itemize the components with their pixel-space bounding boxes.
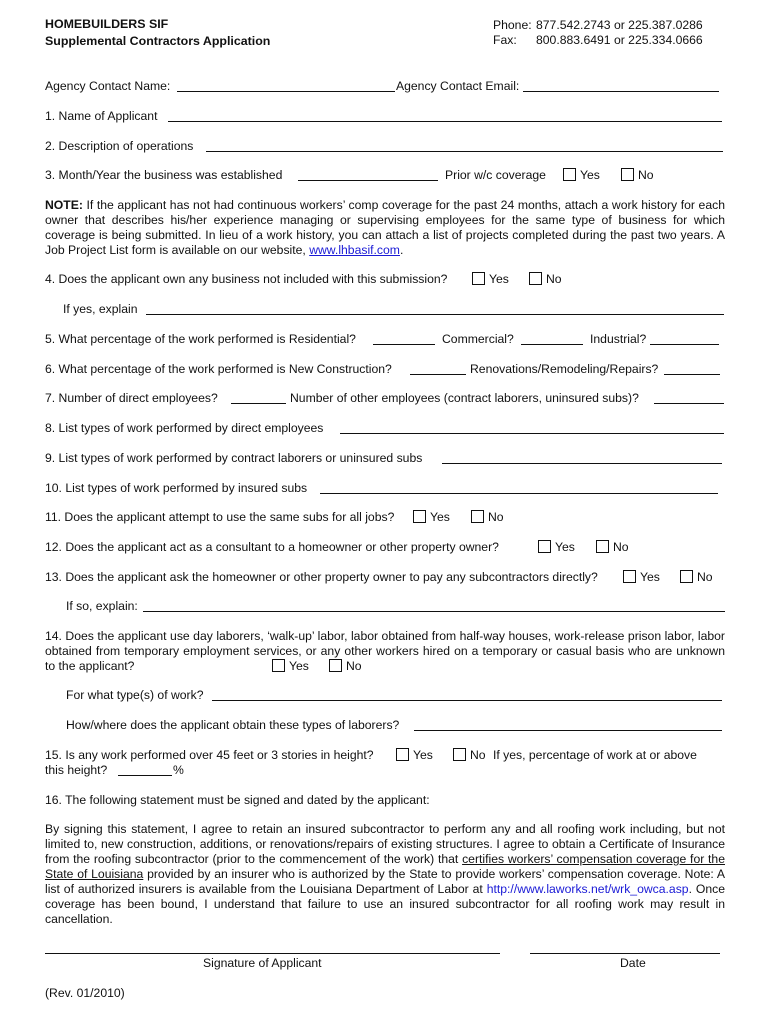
- q11-yes-checkbox[interactable]: [413, 510, 426, 523]
- q6-new-construction-field[interactable]: [410, 374, 466, 375]
- q13-yes-checkbox[interactable]: [623, 570, 636, 583]
- q10-field[interactable]: [320, 493, 718, 494]
- q7-other-employees-label: Number of other employees (contract laborers, uninsured subs)?: [290, 391, 639, 405]
- q3-no-option[interactable]: No: [621, 168, 654, 182]
- q9-field[interactable]: [442, 463, 722, 464]
- q8-field[interactable]: [340, 433, 724, 434]
- q2-label: 2. Description of operations: [45, 139, 194, 153]
- q5-residential-field[interactable]: [373, 344, 435, 345]
- q13-label: 13. Does the applicant ask the homeowner or other property owner to pay any subcontractors directly?: [45, 570, 598, 584]
- q6-renovations-field[interactable]: [664, 374, 720, 375]
- q4-yes-checkbox[interactable]: [472, 272, 485, 285]
- phone-label: Phone:: [493, 18, 532, 32]
- note-paragraph: NOTE: If the applicant has not had continuous workers’ comp coverage for the past 24 months, attach a work history for each owner that describes his/her experience managing or supervising employees for the same type of business for which coverage is being submitted. In lieu of a work history, you can attach a list of projects completed during the past two years. A Job Project List form is available on our website, www.lhbasif.com.: [45, 198, 725, 257]
- q14-no-checkbox[interactable]: [329, 659, 342, 672]
- q5-label: 5. What percentage of the work performed is Residential?: [45, 332, 356, 346]
- date-field[interactable]: [530, 953, 720, 954]
- q12-yes-checkbox[interactable]: [538, 540, 551, 553]
- phone-value: 877.542.2743 or 225.387.0286: [536, 18, 703, 32]
- q4-no-checkbox[interactable]: [529, 272, 542, 285]
- q11-no-option[interactable]: No: [471, 510, 504, 524]
- q3-established-field[interactable]: [298, 180, 438, 181]
- q12-yes-option[interactable]: Yes: [538, 540, 575, 554]
- statement-paragraph: By signing this statement, I agree to retain an insured subcontractor to perform any and all roofing work including, but not limited to, new construction, additions, or renovations/repairs of existing structures. I agree to obtain a Certificate of Insurance from the roofing subcontractor (prior to the commencement of the work) that certifies workers’ compensation coverage for the State of Louisiana provided by an insurer who is authorized by the State to provide workers’ compensation coverage. Note: A list of authorized insurers is available from the Louisiana Department of Labor at http://www.laworks.net/wrk_owca.asp. Once coverage has been bound, I understand that failure to use an insured subcontractor for all roofing work may result in cancellation.: [45, 822, 726, 926]
- revision-label: (Rev. 01/2010): [45, 986, 125, 1000]
- q15-percent-sign: %: [173, 763, 184, 777]
- q8-label: 8. List types of work performed by direct employees: [45, 421, 324, 435]
- q14-what-type-label: For what type(s) of work?: [66, 688, 204, 702]
- signature-field[interactable]: [45, 953, 500, 954]
- agency-contact-email-field[interactable]: [523, 91, 719, 92]
- note-label: NOTE:: [45, 198, 83, 212]
- q5-commercial-label: Commercial?: [442, 332, 514, 346]
- q10-label: 10. List types of work performed by insured subs: [45, 481, 308, 495]
- q15-this-height-label: this height?: [45, 763, 108, 777]
- q14-yes-checkbox[interactable]: [272, 659, 285, 672]
- q6-label: 6. What percentage of the work performed is New Construction?: [45, 362, 392, 376]
- website-link[interactable]: www.lhbasif.com: [309, 243, 400, 257]
- q15-yes-checkbox[interactable]: [396, 748, 409, 761]
- laworks-link[interactable]: http://www.laworks.net/wrk_owca.asp: [486, 882, 689, 896]
- q12-no-checkbox[interactable]: [596, 540, 609, 553]
- q4-explain-field[interactable]: [146, 314, 724, 315]
- q14-what-type-field[interactable]: [212, 700, 722, 701]
- q3-yes-checkbox[interactable]: [563, 168, 576, 181]
- q4-no-option[interactable]: No: [529, 272, 562, 286]
- q4-yes-option[interactable]: Yes: [472, 272, 509, 286]
- q13-yes-option[interactable]: Yes: [623, 570, 660, 584]
- q3-label: 3. Month/Year the business was established: [45, 168, 283, 182]
- q11-no-checkbox[interactable]: [471, 510, 484, 523]
- q1-applicant-name-field[interactable]: [168, 121, 722, 122]
- note-text: If the applicant has not had continuous workers’ comp coverage for the past 24 months, attach a work history for each owner that describes his/her experience managing or supervising employees for the same type of business for which coverage is being submitted. In lieu of a work history, you can attach a list of projects completed during the past two years. A Job Project List form is available on our website,: [45, 198, 725, 257]
- q15-no-checkbox[interactable]: [453, 748, 466, 761]
- company-name: HOMEBUILDERS SIF: [45, 17, 169, 31]
- q16-label: 16. The following statement must be signed and dated by the applicant:: [45, 793, 430, 807]
- q9-label: 9. List types of work performed by contract laborers or uninsured subs: [45, 451, 423, 465]
- signature-label: Signature of Applicant: [203, 956, 322, 970]
- date-label: Date: [620, 956, 646, 970]
- form-title: Supplemental Contractors Application: [45, 34, 271, 48]
- q11-yes-option[interactable]: Yes: [413, 510, 450, 524]
- q11-label: 11. Does the applicant attempt to use the same subs for all jobs?: [45, 510, 395, 524]
- q13-no-checkbox[interactable]: [680, 570, 693, 583]
- q15-yes-option[interactable]: Yes: [396, 748, 433, 762]
- q1-label: 1. Name of Applicant: [45, 109, 158, 123]
- q13-explain-label: If so, explain:: [66, 599, 138, 613]
- q12-label: 12. Does the applicant act as a consultant to a homeowner or other property owner?: [45, 540, 499, 554]
- q14-no-option[interactable]: No: [329, 659, 362, 673]
- q7-label: 7. Number of direct employees?: [45, 391, 218, 405]
- q5-industrial-field[interactable]: [650, 344, 719, 345]
- q6-renovations-label: Renovations/Remodeling/Repairs?: [470, 362, 659, 376]
- q4-explain-label: If yes, explain: [63, 302, 138, 316]
- agency-contact-name-label: Agency Contact Name:: [45, 79, 171, 93]
- q13-no-option[interactable]: No: [680, 570, 713, 584]
- agency-contact-email-label: Agency Contact Email:: [396, 79, 520, 93]
- q15-percentage-field[interactable]: [118, 775, 172, 776]
- q13-explain-field[interactable]: [143, 611, 725, 612]
- q12-no-option[interactable]: No: [596, 540, 629, 554]
- q15-label: 15. Is any work performed over 45 feet or 3 stories in height?: [45, 748, 374, 762]
- q4-label: 4. Does the applicant own any business not included with this submission?: [45, 272, 448, 286]
- q15-no-option[interactable]: No: [453, 748, 486, 762]
- fax-label: Fax:: [493, 33, 517, 47]
- q14-paragraph: 14. Does the applicant use day laborers, ‘walk-up’ labor, labor obtained from half-way houses, work-release prison labor, labor obtained from temporary employment services, or any other workers hired on a temporary or casual basis who are unknown to the applicant?: [45, 629, 725, 673]
- q5-industrial-label: Industrial?: [590, 332, 647, 346]
- q15-followup-label: If yes, percentage of work at or above: [493, 748, 697, 762]
- q2-operations-field[interactable]: [206, 151, 723, 152]
- q7-other-employees-field[interactable]: [654, 403, 724, 404]
- q14-how-where-label: How/where does the applicant obtain these types of laborers?: [66, 718, 400, 732]
- q7-direct-employees-field[interactable]: [231, 403, 286, 404]
- q14-yes-option[interactable]: Yes: [272, 659, 309, 673]
- q3-prior-coverage-label: Prior w/c coverage: [445, 168, 546, 182]
- q3-no-checkbox[interactable]: [621, 168, 634, 181]
- q3-yes-option[interactable]: Yes: [563, 168, 600, 182]
- q5-commercial-field[interactable]: [521, 344, 583, 345]
- certification-requirement: certifies workers’ compensation coverage for the State of Louisiana: [45, 852, 725, 881]
- fax-value: 800.883.6491 or 225.334.0666: [536, 33, 703, 47]
- q14-how-where-field[interactable]: [414, 730, 722, 731]
- agency-contact-name-field[interactable]: [177, 91, 395, 92]
